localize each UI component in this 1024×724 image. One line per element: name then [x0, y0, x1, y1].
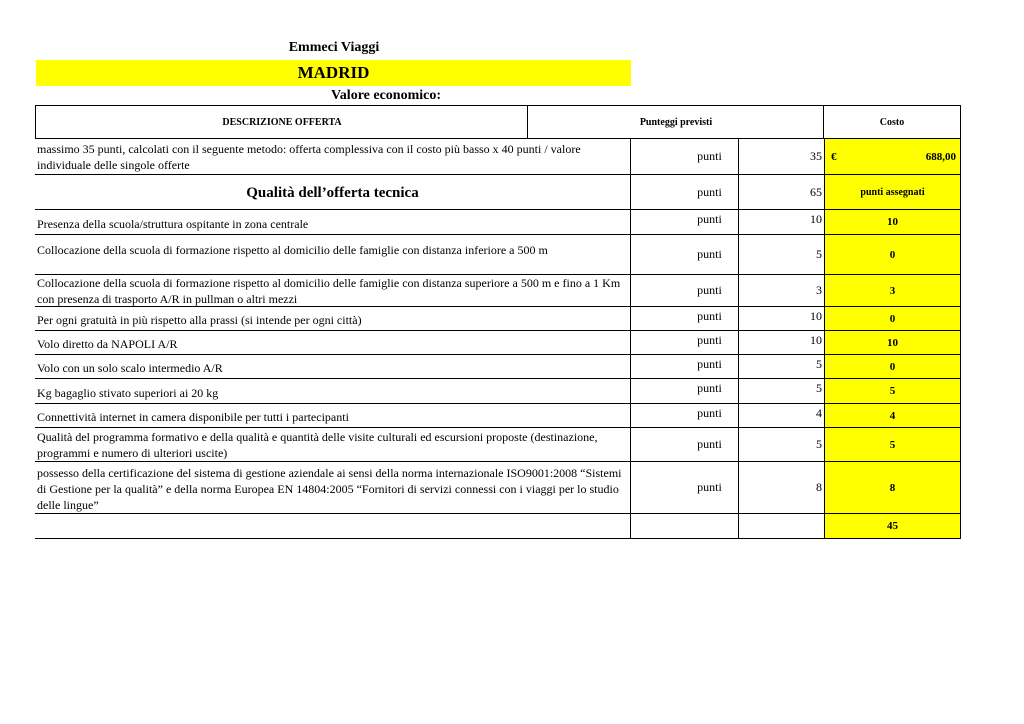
criterion-assigned: 10 — [824, 331, 961, 354]
column-header-cost: Costo — [823, 105, 961, 139]
criterion-description: Volo diretto da NAPOLI A/R — [37, 337, 178, 351]
total-assigned: 45 — [824, 514, 961, 538]
criterion-points: 10 — [738, 331, 824, 354]
criterion-description: Collocazione della scuola di formazione rispetto al domicilio delle famiglie con distanza superiore a 500 m e fino a 1 Km con presenza di trasporto A/R in pullman o altri mezzi — [37, 276, 621, 306]
criterion-unit: punti — [630, 404, 738, 427]
currency-symbol: € — [831, 150, 837, 163]
criterion-points: 10 — [738, 307, 824, 330]
criterion-assigned: 8 — [824, 462, 961, 513]
table-row — [35, 428, 961, 462]
criterion-points: 3 — [738, 275, 824, 306]
criterion-description: Kg bagaglio stivato superiori ai 20 kg — [37, 386, 219, 400]
city-title: MADRID — [36, 60, 631, 86]
table-row — [35, 462, 961, 514]
economic-description: massimo 35 punti, calcolati con il seguente metodo: offerta complessiva con il costo più basso x 40 punti / valore individuale delle singole offerte — [37, 142, 581, 172]
economic-points: 35 — [738, 139, 824, 174]
total-row — [35, 514, 961, 539]
criterion-unit: punti — [630, 379, 738, 403]
criterion-points: 5 — [738, 428, 824, 461]
criterion-description: Collocazione della scuola di formazione rispetto al domicilio delle famiglie con distanza inferiore a 500 m — [37, 243, 548, 257]
criterion-unit: punti — [630, 355, 738, 378]
cost-value: 688,00 — [925, 150, 956, 163]
criterion-unit: punti — [630, 462, 738, 513]
criterion-assigned: 5 — [824, 428, 961, 461]
criterion-points: 5 — [738, 379, 824, 403]
criterion-description: Presenza della scuola/struttura ospitante in zona centrale — [37, 217, 309, 231]
criterion-description: Connettività internet in camera disponibile per tutti i partecipanti — [37, 410, 349, 424]
assigned-points-label: punti assegnati — [824, 175, 961, 209]
economic-cost — [824, 139, 961, 174]
technical-row — [35, 175, 961, 210]
criterion-description: Qualità del programma formativo e della qualità e quantità delle visite culturali ed escursioni proposte (destinazione, programmi e numero di ulteriori uscite) — [37, 430, 598, 460]
economic-row — [35, 139, 961, 175]
column-header-description: DESCRIZIONE OFFERTA — [35, 105, 528, 139]
table-row — [35, 331, 961, 355]
company-name: Emmeci Viaggi — [288, 40, 380, 55]
technical-title: Qualità dell’offerta tecnica — [246, 185, 419, 201]
value-title: Valore economico: — [330, 88, 442, 103]
criterion-assigned: 5 — [824, 379, 961, 403]
table-row — [35, 404, 961, 428]
criterion-points: 8 — [738, 462, 824, 513]
criterion-description: possesso della certificazione del sistema di gestione aziendale ai sensi della norma internazionale ISO9001:2008 “Sistemi di Gestione per la qualità” e della norma Europea EN 14804:2005 “Fornitori di servizi connessi con i viaggi per lo studio delle lingue” — [37, 466, 622, 512]
criterion-assigned: 3 — [824, 275, 961, 306]
technical-points: 65 — [738, 175, 824, 209]
criterion-points: 5 — [738, 235, 824, 274]
criterion-unit: punti — [630, 210, 738, 234]
table-row — [35, 210, 961, 235]
criterion-unit: punti — [630, 331, 738, 354]
criterion-unit: punti — [630, 235, 738, 274]
criterion-assigned: 4 — [824, 404, 961, 427]
criterion-unit: punti — [630, 307, 738, 330]
criterion-assigned: 10 — [824, 210, 961, 234]
column-header-scores: Punteggi previsti — [527, 105, 824, 139]
technical-unit: punti — [630, 175, 738, 209]
criterion-description: Volo con un solo scalo intermedio A/R — [37, 361, 223, 375]
criterion-points: 10 — [738, 210, 824, 234]
criterion-description: Per ogni gratuità in più rispetto alla prassi (si intende per ogni città) — [37, 313, 362, 327]
table-row — [35, 379, 961, 404]
criterion-unit: punti — [630, 275, 738, 306]
criterion-unit: punti — [630, 428, 738, 461]
table-row — [35, 307, 961, 331]
economic-unit: punti — [630, 139, 738, 174]
table-row — [35, 355, 961, 379]
criterion-assigned: 0 — [824, 235, 961, 274]
total-unit-empty — [630, 514, 738, 538]
total-description-empty — [35, 514, 630, 538]
criterion-assigned: 0 — [824, 307, 961, 330]
criterion-points: 5 — [738, 355, 824, 378]
criterion-assigned: 0 — [824, 355, 961, 378]
total-points-empty — [738, 514, 824, 538]
table-row — [35, 235, 961, 275]
table-row — [35, 275, 961, 307]
criterion-points: 4 — [738, 404, 824, 427]
